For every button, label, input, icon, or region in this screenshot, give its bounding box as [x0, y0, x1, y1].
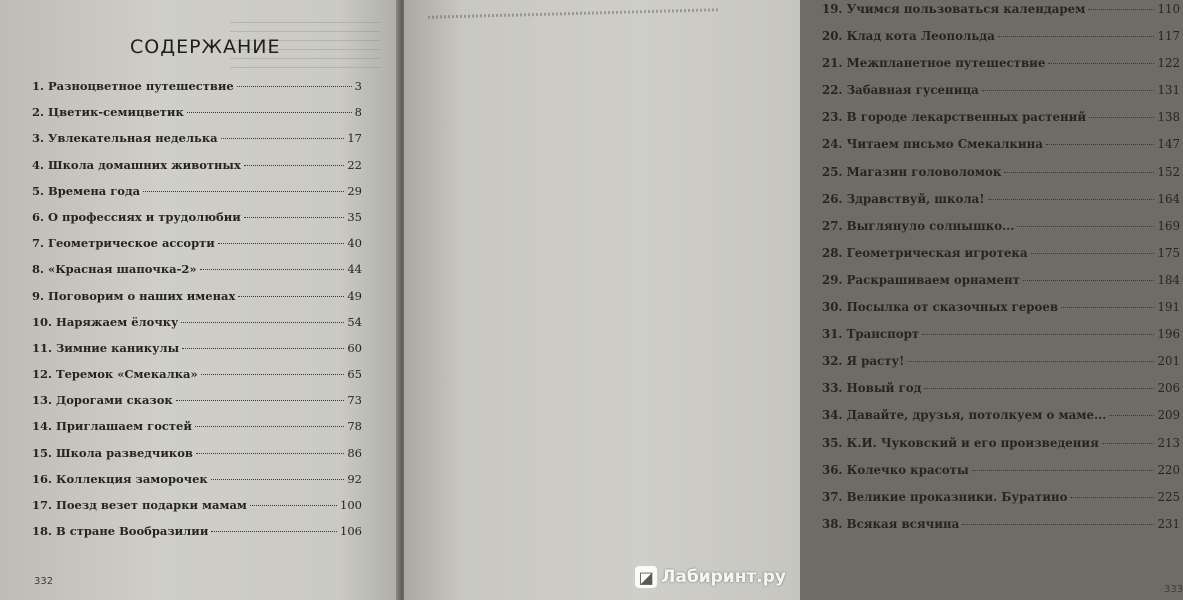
toc-leader-dots [1070, 497, 1154, 498]
toc-leader-dots [1046, 144, 1155, 145]
toc-leader-dots [1017, 226, 1154, 227]
toc-leader-dots [1089, 117, 1154, 118]
toc-entry-page: 3 [354, 79, 362, 93]
toc-entry-page: 29 [347, 183, 362, 198]
toc-entry-page: 17 [347, 131, 362, 146]
toc-leader-dots [972, 470, 1155, 471]
toc-leader-dots [200, 269, 345, 270]
toc-entry-page: 86 [347, 445, 362, 460]
toc-entry [822, 110, 1180, 137]
toc-entry-page: 8 [354, 105, 362, 120]
toc-entry-title: 7. Геометрическое ассорти [32, 236, 215, 251]
toc-entry [32, 289, 362, 315]
page-number-left: 332 [34, 576, 54, 587]
toc-entry-title: 21. Межпланетное путешествие [822, 56, 1046, 71]
toc-entry-title: 23. В городе лекарственных растений [822, 110, 1087, 125]
toc-entry-title: 37. Великие проказники. Буратино [822, 489, 1068, 504]
toc-entry [32, 393, 362, 419]
toc-leader-dots [1004, 172, 1154, 173]
toc-entry-title: 25. Магазин головоломок [822, 164, 1002, 179]
toc-entry-page: 40 [347, 236, 362, 251]
toc-leader-dots [1061, 307, 1154, 308]
toc-entry [822, 300, 1180, 327]
toc-entry-title: 33. Новый год [822, 381, 922, 396]
toc-leader-dots [221, 138, 345, 139]
toc-entry [822, 463, 1180, 490]
toc-list-right [822, 2, 1180, 544]
toc-leader-dots [244, 165, 345, 166]
toc-leader-dots [176, 400, 345, 401]
toc-entry-page: 110 [1157, 2, 1180, 16]
toc-leader-dots [922, 334, 1154, 335]
toc-entry-page: 122 [1157, 56, 1180, 71]
toc-leader-dots [143, 191, 344, 192]
toc-entry-page: 209 [1157, 408, 1180, 423]
toc-entry-page: 131 [1157, 83, 1180, 98]
toc-entry-page: 225 [1157, 489, 1180, 504]
toc-entry-title: 31. Транспорт [822, 327, 920, 342]
toc-entry-title: 2. Цветик-семицветик [32, 105, 184, 120]
toc-entry-title: 34. Давайте, друзья, потолкуем о маме... [822, 408, 1107, 423]
toc-entry-page: 22 [347, 157, 362, 172]
toc-entry [32, 367, 362, 393]
toc-entry-title: 20. Клад кота Леопольда [822, 29, 995, 44]
toc-entry-page: 201 [1157, 354, 1180, 369]
toc-leader-dots [238, 296, 344, 297]
toc-entry [822, 192, 1180, 219]
toc-entry-page: 92 [347, 471, 362, 486]
toc-entry-title: 17. Поезд везет подарки мамам [32, 498, 247, 512]
toc-entry [32, 498, 362, 524]
right-page [404, 0, 1183, 600]
toc-leader-dots [201, 374, 345, 375]
toc-entry-title: 12. Теремок «Смекалка» [32, 367, 198, 382]
watermark-text: Лабиринт.ру [661, 567, 786, 587]
toc-entry-title: 32. Я расту! [822, 354, 905, 369]
toc-leader-dots [1102, 443, 1155, 444]
toc-entry-title: 4. Школа домашних животных [32, 157, 241, 172]
toc-leader-dots [187, 112, 352, 113]
toc-entry [822, 273, 1180, 300]
toc-entry-title: 16. Коллекция заморочек [32, 471, 208, 486]
toc-entry-title: 28. Геометрическая игротека [822, 245, 1028, 260]
toc-entry [32, 472, 362, 498]
toc-entry [32, 105, 362, 131]
toc-entry-title: 14. Приглашаем гостей [32, 419, 192, 434]
toc-entry-page: 44 [347, 262, 362, 277]
toc-leader-dots [196, 453, 345, 454]
toc-entry [32, 158, 362, 184]
toc-entry [32, 315, 362, 341]
toc-entry [822, 137, 1180, 164]
toc-entry-title: 29. Раскрашиваем орнамент [822, 272, 1020, 287]
toc-entry-page: 54 [347, 314, 362, 329]
toc-entry-page: 138 [1157, 110, 1180, 125]
toc-entry-title: 1. Разноцветное путешествие [32, 79, 234, 93]
toc-leader-dots [1048, 63, 1154, 64]
toc-entry-title: 3. Увлекательная неделька [32, 131, 218, 146]
toc-entry-page: 220 [1157, 462, 1180, 477]
toc-entry-page: 175 [1157, 245, 1180, 260]
toc-leader-dots [218, 243, 345, 244]
toc-entry [822, 83, 1180, 110]
toc-entry-title: 36. Колечко красоты [822, 462, 969, 477]
toc-entry-page: 73 [347, 393, 362, 408]
toc-entry [822, 165, 1180, 192]
toc-leader-dots [237, 86, 352, 87]
toc-entry-page: 206 [1157, 381, 1180, 396]
toc-entry-title: 19. Учимся пользоваться календарем [822, 2, 1086, 16]
toc-entry-title: 11. Зимние каникулы [32, 340, 180, 355]
toc-entry [822, 490, 1180, 517]
toc-list-left [32, 79, 362, 550]
toc-entry-page: 106 [340, 524, 362, 539]
toc-entry-title: 35. К.И. Чуковский и его произведения [822, 435, 1099, 450]
toc-leader-dots [1031, 253, 1155, 254]
toc-entry-page: 65 [347, 367, 362, 382]
toc-leader-dots [962, 524, 1154, 525]
toc-entry [822, 517, 1180, 544]
toc-leader-dots [250, 505, 337, 506]
toc-entry [822, 327, 1180, 354]
toc-leader-dots [211, 479, 345, 480]
toc-leader-dots [244, 217, 345, 218]
toc-leader-dots [181, 322, 344, 323]
toc-leader-dots [182, 348, 344, 349]
toc-entry [32, 341, 362, 367]
toc-entry-page: 100 [340, 498, 362, 512]
toc-entry [822, 408, 1180, 435]
toc-entry-title: 30. Посылка от сказочных героев [822, 300, 1059, 315]
toc-entry-title: 10. Наряжаем ёлочку [32, 314, 179, 329]
toc-entry-page: 191 [1157, 300, 1180, 315]
page-number-right: 333 [1164, 584, 1183, 595]
toc-entry-title: 18. В стране Вообразилии [32, 524, 209, 539]
toc-entry-page: 60 [347, 340, 362, 355]
toc-entry-title: 22. Забавная гусеница [822, 83, 979, 98]
toc-entry [822, 436, 1180, 463]
toc-entry [32, 210, 362, 236]
toc-entry-page: 78 [347, 419, 362, 434]
toc-entry-title: 13. Дорогами сказок [32, 393, 173, 408]
left-page [0, 0, 400, 600]
toc-entry [822, 381, 1180, 408]
toc-entry-page: 164 [1157, 191, 1180, 206]
toc-entry-page: 49 [347, 288, 362, 303]
toc-entry-title: 24. Читаем письмо Смекалкина [822, 137, 1043, 152]
page-title: СОДЕРЖАНИЕ [130, 36, 281, 58]
toc-entry-title: 15. Школа разведчиков [32, 445, 193, 460]
toc-entry-page: 147 [1157, 137, 1180, 152]
toc-leader-dots [998, 36, 1155, 37]
toc-entry [822, 219, 1180, 246]
toc-entry-title: 9. Поговорим о наших именах [32, 288, 236, 303]
toc-leader-dots [1088, 9, 1154, 10]
toc-entry [32, 446, 362, 472]
toc-entry-title: 8. «Красная шапочка-2» [32, 262, 197, 277]
toc-entry [32, 236, 362, 262]
toc-leader-dots [1023, 280, 1155, 281]
toc-entry-page: 213 [1157, 435, 1180, 450]
toc-entry-title: 38. Всякая всячина [822, 516, 960, 531]
watermark [635, 566, 786, 588]
toc-entry-page: 184 [1157, 272, 1180, 287]
toc-entry-page: 152 [1157, 164, 1180, 179]
toc-entry-page: 196 [1157, 327, 1180, 342]
toc-entry-page: 117 [1157, 29, 1180, 44]
toc-entry-page: 231 [1157, 516, 1180, 531]
toc-entry [822, 354, 1180, 381]
toc-entry-title: 26. Здравствуй, школа! [822, 191, 985, 206]
toc-entry [32, 262, 362, 288]
toc-entry-title: 6. О профессиях и трудолюбии [32, 209, 241, 224]
toc-entry-title: 5. Времена года [32, 183, 141, 198]
toc-entry [32, 131, 362, 157]
toc-leader-dots [195, 426, 344, 427]
labirint-logo-icon: ◪ [635, 566, 657, 588]
toc-leader-dots [988, 199, 1155, 200]
toc-entry [32, 184, 362, 210]
toc-entry [32, 79, 362, 105]
toc-leader-dots [211, 531, 337, 532]
toc-entry [822, 246, 1180, 273]
toc-entry [822, 2, 1180, 29]
toc-leader-dots [1109, 415, 1154, 416]
toc-entry-title: 27. Выглянуло солнышко... [822, 218, 1015, 233]
toc-entry [32, 419, 362, 445]
toc-entry [822, 56, 1180, 83]
toc-entry-page: 169 [1157, 218, 1180, 233]
toc-leader-dots [924, 388, 1154, 389]
toc-leader-dots [907, 361, 1154, 362]
toc-entry [822, 29, 1180, 56]
toc-entry-page: 35 [347, 209, 362, 224]
toc-entry [32, 524, 362, 550]
toc-leader-dots [982, 90, 1155, 91]
